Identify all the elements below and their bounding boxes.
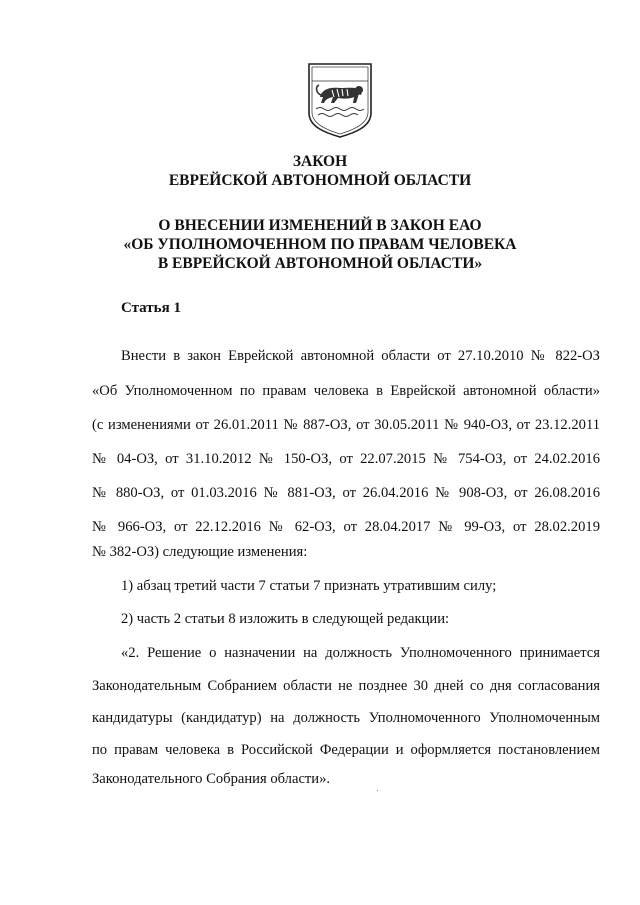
list-item: 2) часть 2 статьи 8 изложить в следующей редакции: [121, 611, 450, 627]
paragraph-line: № 04-ОЗ, от 31.10.2012 № 150-ОЗ, от 22.07.2015 № 754-ОЗ, от 24.02.2016 [92, 451, 600, 467]
quote-line: Законодательным Собранием области не позднее 30 дней со дня согласования [92, 678, 600, 694]
quote-line: «2. Решение о назначении на должность Уполномоченного принимается [121, 645, 600, 661]
scan-speck [377, 790, 378, 791]
law-subject [0, 216, 640, 273]
title-line: ЕВРЕЙСКОЙ АВТОНОМНОЙ ОБЛАСТИ [168, 172, 472, 189]
quote-line: по правам человека в Российской Федерации и оформляется постановлением [92, 742, 600, 758]
subject-line: О ВНЕСЕНИИ ИЗМЕНЕНИЙ В ЗАКОН ЕАО [158, 217, 482, 234]
paragraph-line: «Об Уполномоченном по правам человека в Еврейской автономной области» [92, 383, 600, 399]
paragraph-line: Внести в закон Еврейской автономной области от 27.10.2010 № 822-ОЗ [121, 348, 600, 364]
subject-line: «ОБ УПОЛНОМОЧЕННОМ ПО ПРАВАМ ЧЕЛОВЕКА [123, 236, 517, 253]
paragraph-line: (с изменениями от 26.01.2011 № 887-ОЗ, от 30.05.2011 № 940-ОЗ, от 23.12.2011 [92, 417, 600, 433]
list-item: 1) абзац третий части 7 статьи 7 признать утратившим силу; [121, 578, 497, 594]
paragraph-line: № 880-ОЗ, от 01.03.2016 № 881-ОЗ, от 26.04.2016 № 908-ОЗ, от 26.08.2016 [92, 485, 600, 501]
article-heading: Статья 1 [121, 300, 181, 316]
subject-line: В ЕВРЕЙСКОЙ АВТОНОМНОЙ ОБЛАСТИ» [157, 255, 483, 272]
quote-line: Законодательного Собрания области». [92, 771, 331, 787]
coat-of-arms-emblem [306, 61, 374, 139]
title-line: ЗАКОН [292, 153, 348, 170]
paragraph-line: № 382-ОЗ) следующие изменения: [92, 544, 308, 560]
paragraph-line: № 966-ОЗ, от 22.12.2016 № 62-ОЗ, от 28.04.2017 № 99-ОЗ, от 28.02.2019 [92, 519, 600, 535]
law-title [0, 152, 640, 190]
quote-line: кандидатуры (кандидатур) на должность Уполномоченного Уполномоченным [92, 710, 600, 726]
